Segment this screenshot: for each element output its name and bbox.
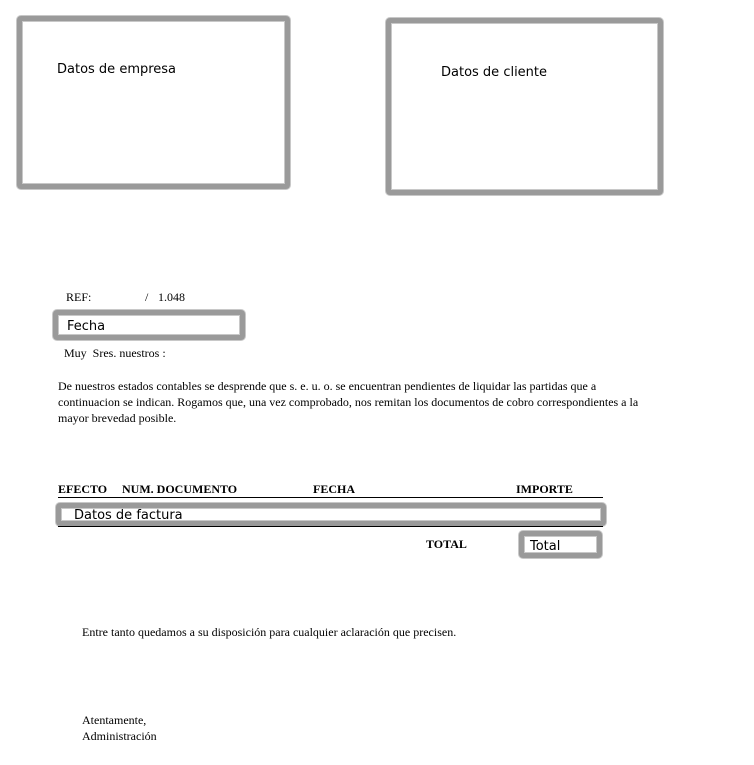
ref-separator: / [145, 290, 149, 304]
client-data-box [386, 18, 663, 195]
body-line-1: De nuestros estados contables se desprende que s. e. u. o. se encuentran pendientes de liquidar las partidas que a [58, 379, 597, 393]
company-data-box [17, 16, 290, 189]
invoice-data-label: Datos de factura [74, 508, 183, 523]
total-value: Total [530, 539, 561, 554]
header-efecto: EFECTO [58, 482, 108, 496]
date-box [53, 310, 245, 340]
header-importe: IMPORTE [516, 482, 573, 496]
body-line-2: continuacion se indican. Rogamos que, una vez comprobado, nos remitan los documentos de cobro correspondientes a la [58, 395, 639, 409]
table-header-rule [58, 497, 603, 498]
invoice-data-row [56, 503, 606, 526]
closing-text: Entre tanto quedamos a su disposición para cualquier aclaración que precisen. [82, 625, 457, 639]
client-data-label: Datos de cliente [441, 65, 548, 80]
company-data-label: Datos de empresa [57, 62, 177, 77]
date-label: Fecha [67, 319, 106, 334]
header-fecha: FECHA [313, 482, 355, 496]
body-line-3: mayor brevedad posible. [58, 411, 177, 425]
signature-line-1: Atentamente, [82, 713, 147, 727]
table-bottom-rule [58, 526, 603, 527]
body-paragraph [58, 378, 708, 426]
signature-line-2: Administración [82, 729, 157, 743]
total-label: TOTAL [426, 537, 467, 551]
greeting: Muy Sres. nuestros : [64, 346, 166, 360]
ref-value: 1.048 [158, 290, 185, 304]
total-box [519, 531, 602, 558]
ref-label: REF: [66, 290, 92, 304]
header-num-documento: NUM. DOCUMENTO [122, 482, 238, 496]
